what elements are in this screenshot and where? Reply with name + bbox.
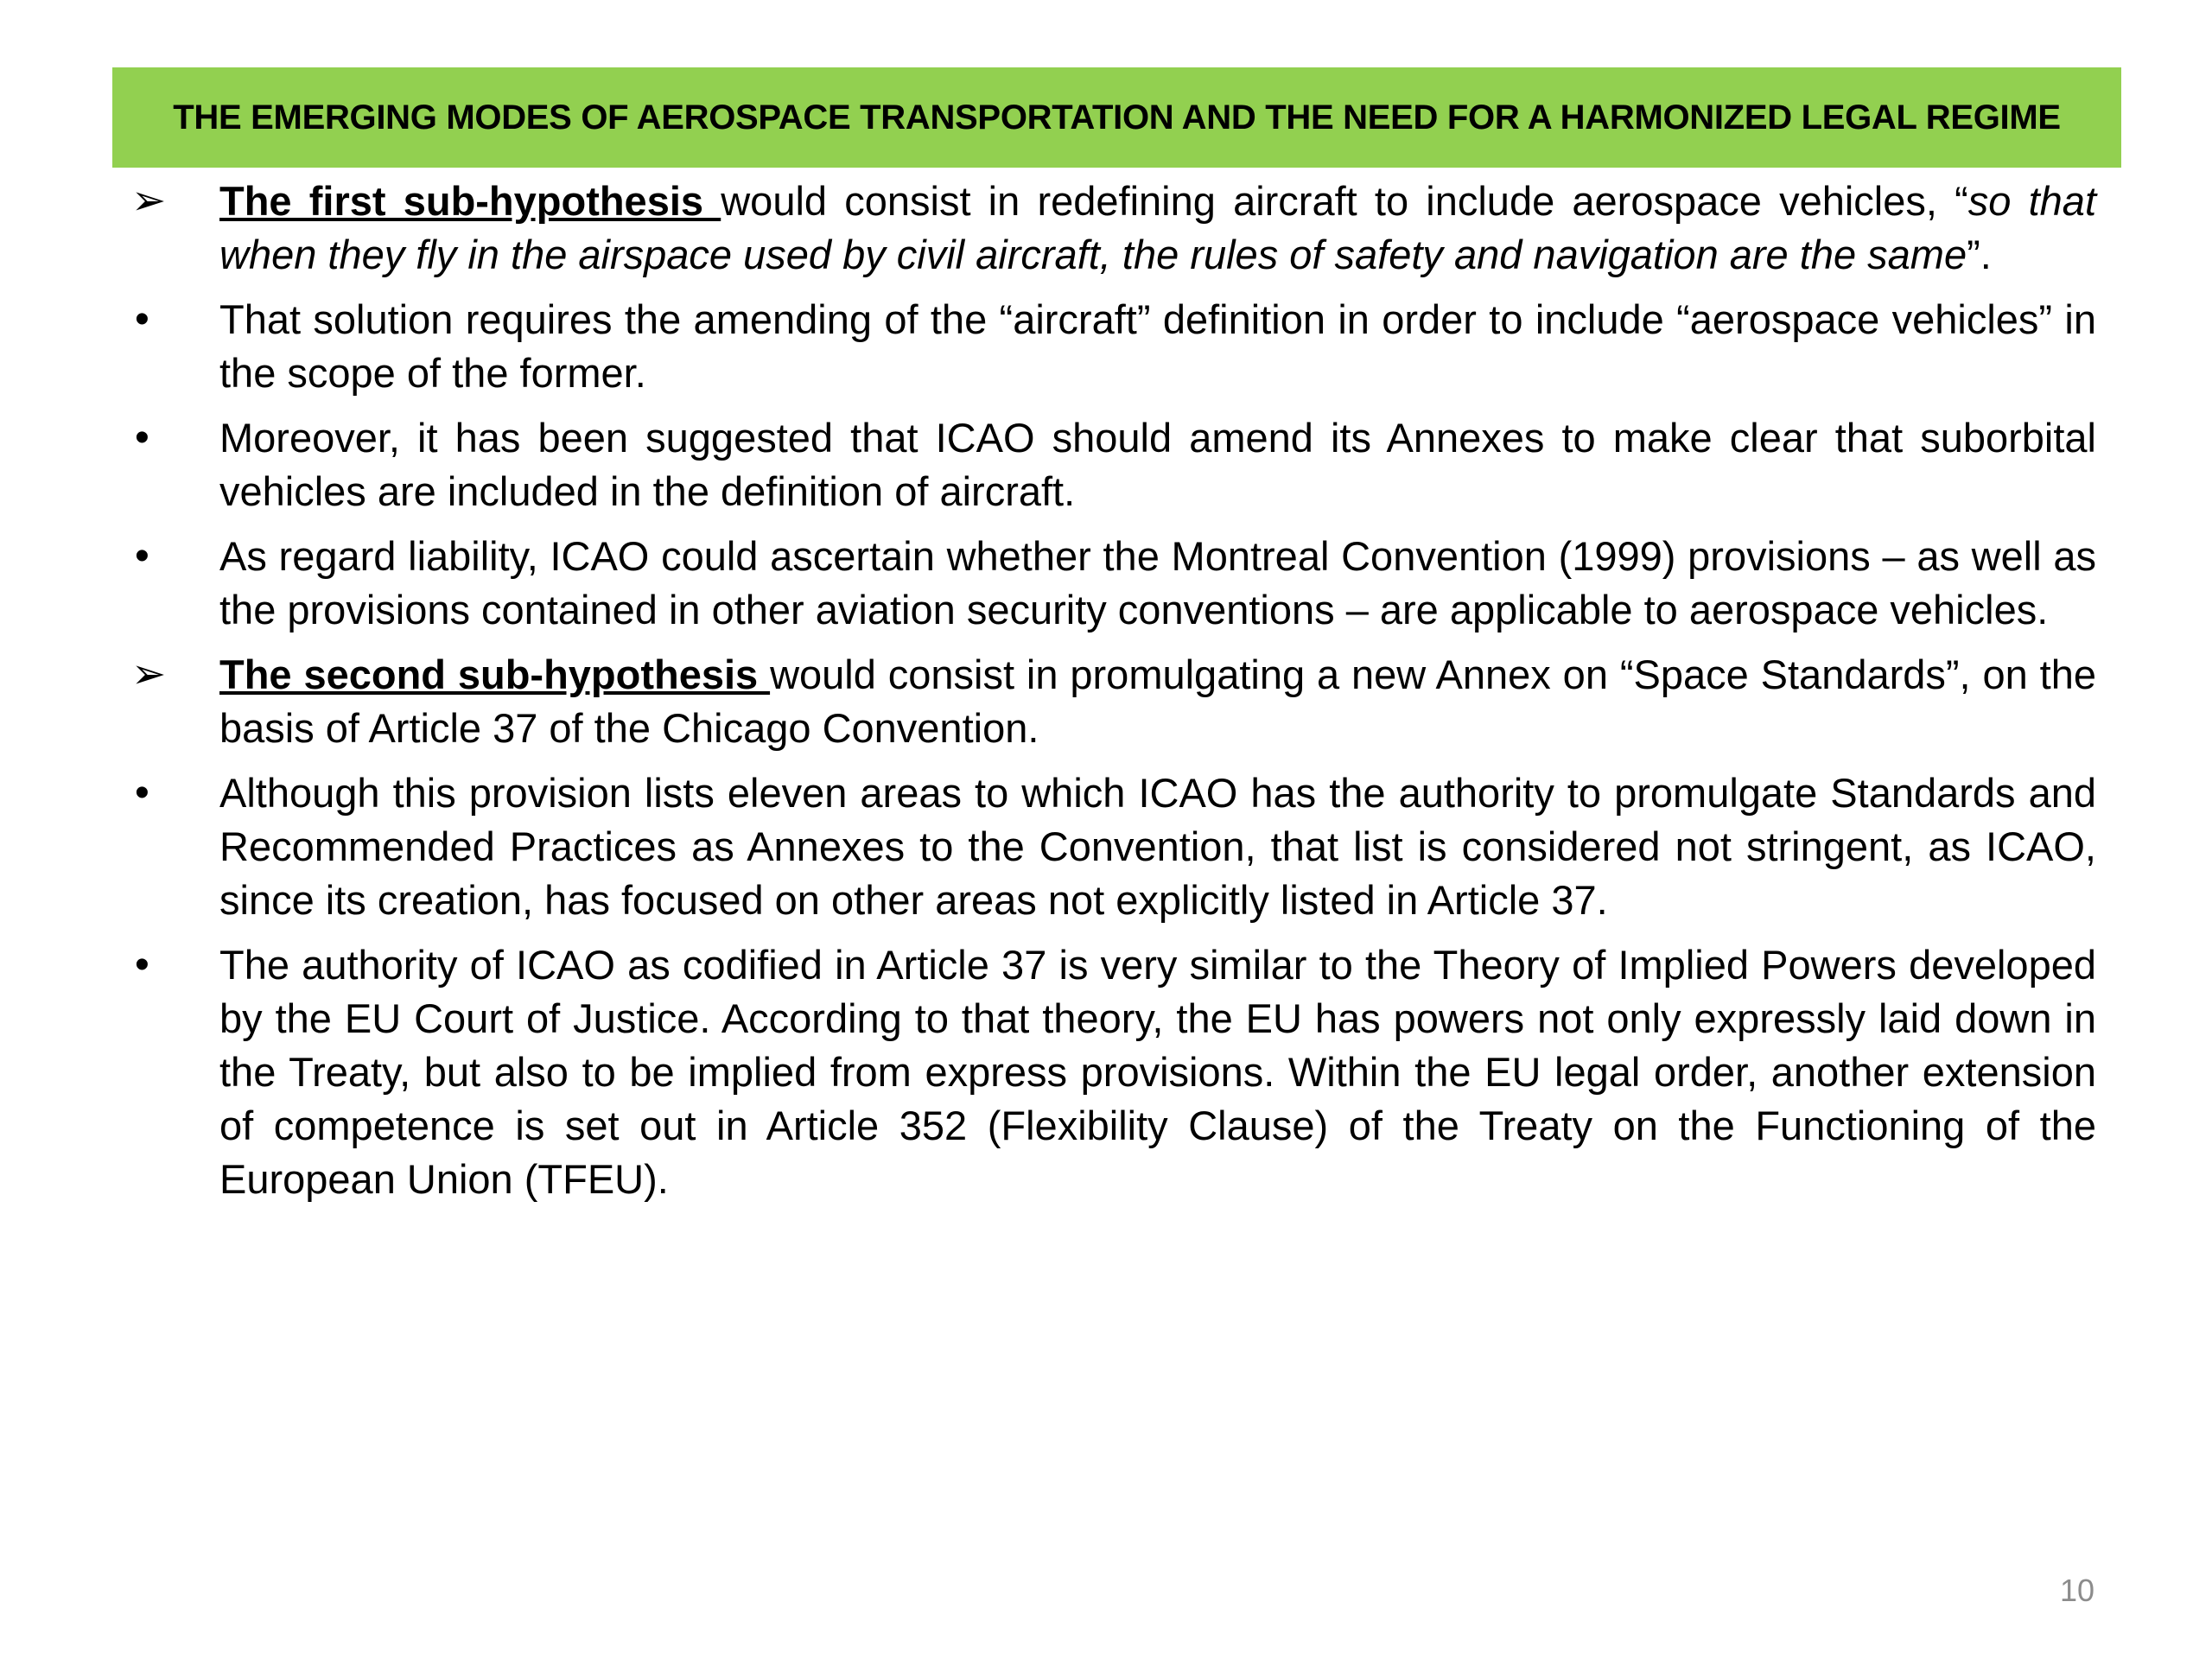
- list-item: [130, 530, 2096, 637]
- first-sub-hypothesis-tail: ”.: [1967, 232, 1992, 277]
- second-sub-hypothesis-heading: The second sub-hypothesis: [219, 652, 771, 697]
- page-number: 10: [2059, 1573, 2094, 1608]
- list-item-text: As regard liability, ICAO could ascertain whether the Montreal Convention (1999) provisions – as well as the provisions contained in other aviation security conventions – are applicable to aerospace vehicles.: [219, 533, 2096, 632]
- list-item: [130, 766, 2096, 927]
- list-item: [130, 293, 2096, 400]
- arrow-bullet-icon: ➢: [131, 178, 167, 224]
- bullet-icon: •: [135, 942, 149, 988]
- list-item-text: That solution requires the amending of the “aircraft” definition in order to include “aerospace vehicles” in the scope of the former.: [219, 296, 2096, 396]
- slide-body: [130, 175, 2096, 1217]
- bullet-icon: •: [135, 415, 149, 461]
- list-item-text: Although this provision lists eleven areas to which ICAO has the authority to promulgate Standards and Recommended Practices as Annexes to the Convention, that list is considered not stringent, as ICAO, since its creation, has focused on other areas not explicitly listed in Article 37.: [219, 770, 2096, 923]
- slide-title: THE EMERGING MODES OF AEROSPACE TRANSPORTATION AND THE NEED FOR A HARMONIZED LEGAL REGIME: [173, 98, 2061, 137]
- first-sub-hypothesis-heading: The first sub-hypothesis: [219, 178, 721, 224]
- arrow-bullet-icon: ➢: [131, 652, 167, 697]
- list-item-second-sub-hypothesis: [130, 648, 2096, 755]
- second-sub-hypothesis-body: would consist in promulgating a new Annex on “Space Standards”, on the basis of Article 37 of the Chicago Convention.: [219, 652, 2096, 751]
- title-banner: [112, 67, 2121, 168]
- first-sub-hypothesis-body: would consist in redefining aircraft to include aerospace vehicles, “: [721, 178, 1968, 224]
- list-item: [130, 938, 2096, 1206]
- list-item-text: [219, 175, 2096, 282]
- bullet-icon: •: [135, 770, 149, 816]
- bullet-icon: •: [135, 296, 149, 342]
- list-item: [130, 411, 2096, 518]
- first-sub-hypothesis-quote: so that when they fly in the airspace used by civil aircraft, the rules of safety and navigation are the same: [219, 178, 2097, 277]
- list-item-first-sub-hypothesis: [130, 175, 2096, 282]
- list-item-text: [219, 648, 2096, 755]
- bullet-icon: •: [135, 533, 149, 579]
- list-item-text: Moreover, it has been suggested that ICAO should amend its Annexes to make clear that suborbital vehicles are included in the definition of aircraft.: [219, 415, 2096, 514]
- list-item-text: The authority of ICAO as codified in Article 37 is very similar to the Theory of Implied Powers developed by the EU Court of Justice. According to that theory, the EU has powers not only expressly laid down in the Treaty, but also to be implied from express provisions. Within the EU legal order, another extension of competence is set out in Article 352 (Flexibility Clause) of the Treaty on the Functioning of the European Union (TFEU).: [219, 942, 2096, 1202]
